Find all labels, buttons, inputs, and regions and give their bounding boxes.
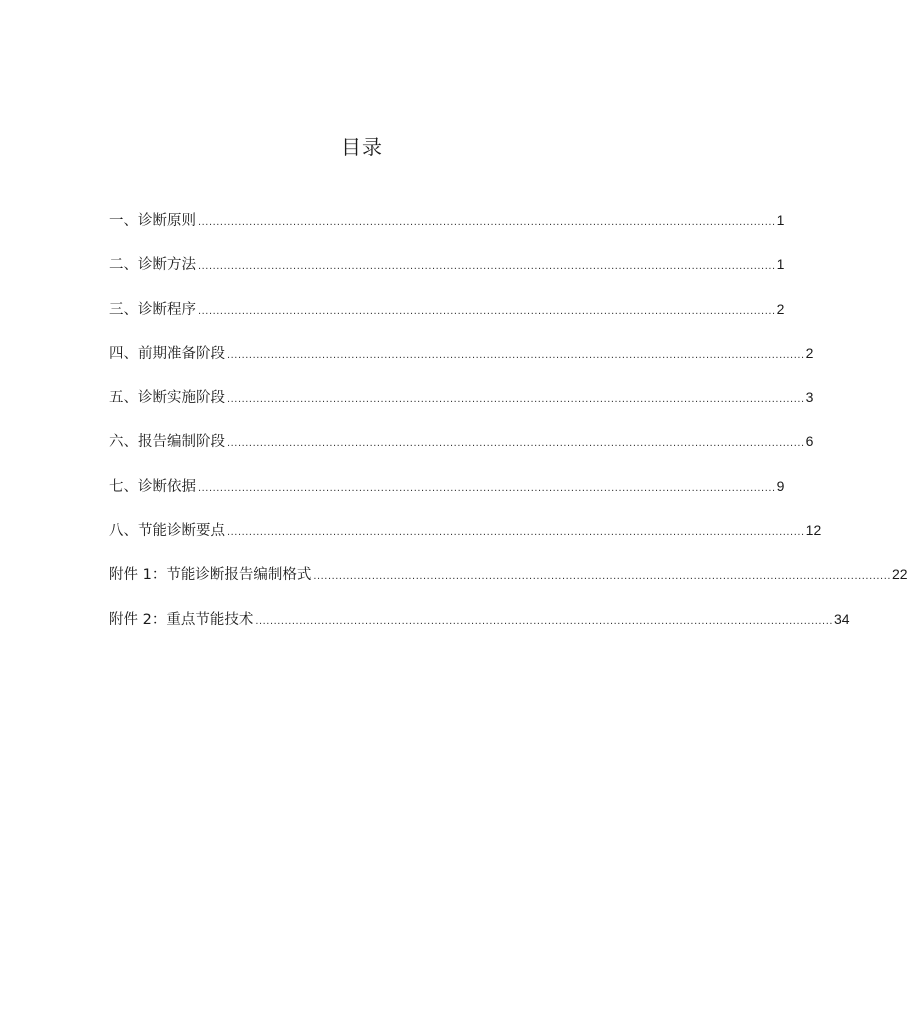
toc-dot-leader: .............................................................................................................................................................. [255,614,834,627]
toc-entry-7[interactable] [109,472,785,516]
toc-dot-leader: .............................................................................................................................................................. [313,570,892,583]
toc-entry-10[interactable] [109,605,850,649]
toc-entry-label: 六、报告编制阶段 [109,434,225,451]
toc-entry-label: 八、节能诊断要点 [109,523,225,540]
toc-entry-label: 附件 1：节能诊断报告编制格式 [109,567,312,584]
toc-page-number: 2 [805,344,814,361]
toc-entry-label: 七、诊断依据 [109,478,196,495]
toc-entry-1[interactable] [109,206,785,250]
toc-page-number: 22 [892,566,908,583]
toc-title: 目录 [341,135,383,159]
toc-entry-label: 五、诊断实施阶段 [109,390,225,407]
toc-list [109,206,908,649]
toc-entry-label: 四、前期准备阶段 [109,345,225,362]
toc-dot-leader: .............................................................................................................................................................. [198,481,776,494]
toc-dot-leader: .............................................................................................................................................................. [198,260,776,273]
toc-entry-label: 附件 2：重点节能技术 [109,611,254,628]
toc-dot-leader: .............................................................................................................................................................. [198,304,776,317]
toc-entry-label: 二、诊断方法 [109,257,196,274]
toc-dot-leader: .............................................................................................................................................................. [227,526,805,539]
toc-page-number: 3 [805,389,814,406]
toc-page-number: 2 [776,300,785,317]
toc-entry-8[interactable] [109,516,822,560]
toc-page-number: 6 [805,433,814,450]
toc-dot-leader: .............................................................................................................................................................. [198,216,776,228]
toc-dot-leader: .............................................................................................................................................................. [227,393,805,406]
toc-entry-label: 三、诊断程序 [109,301,196,318]
toc-page-number: 1 [776,256,785,273]
toc-dot-leader: .............................................................................................................................................................. [227,437,805,450]
toc-entry-3[interactable] [109,295,785,339]
toc-entry-6[interactable] [109,427,814,471]
toc-page-number: 1 [776,212,785,228]
toc-entry-5[interactable] [109,383,814,427]
toc-page-number: 12 [805,522,822,539]
toc-entry-9[interactable] [109,560,908,604]
toc-entry-2[interactable] [109,250,785,294]
toc-page-number: 9 [776,477,785,494]
toc-dot-leader: .............................................................................................................................................................. [227,348,805,361]
toc-entry-4[interactable] [109,339,814,383]
toc-entry-label: 一、诊断原则 [109,213,196,229]
toc-page-number: 34 [834,610,850,627]
